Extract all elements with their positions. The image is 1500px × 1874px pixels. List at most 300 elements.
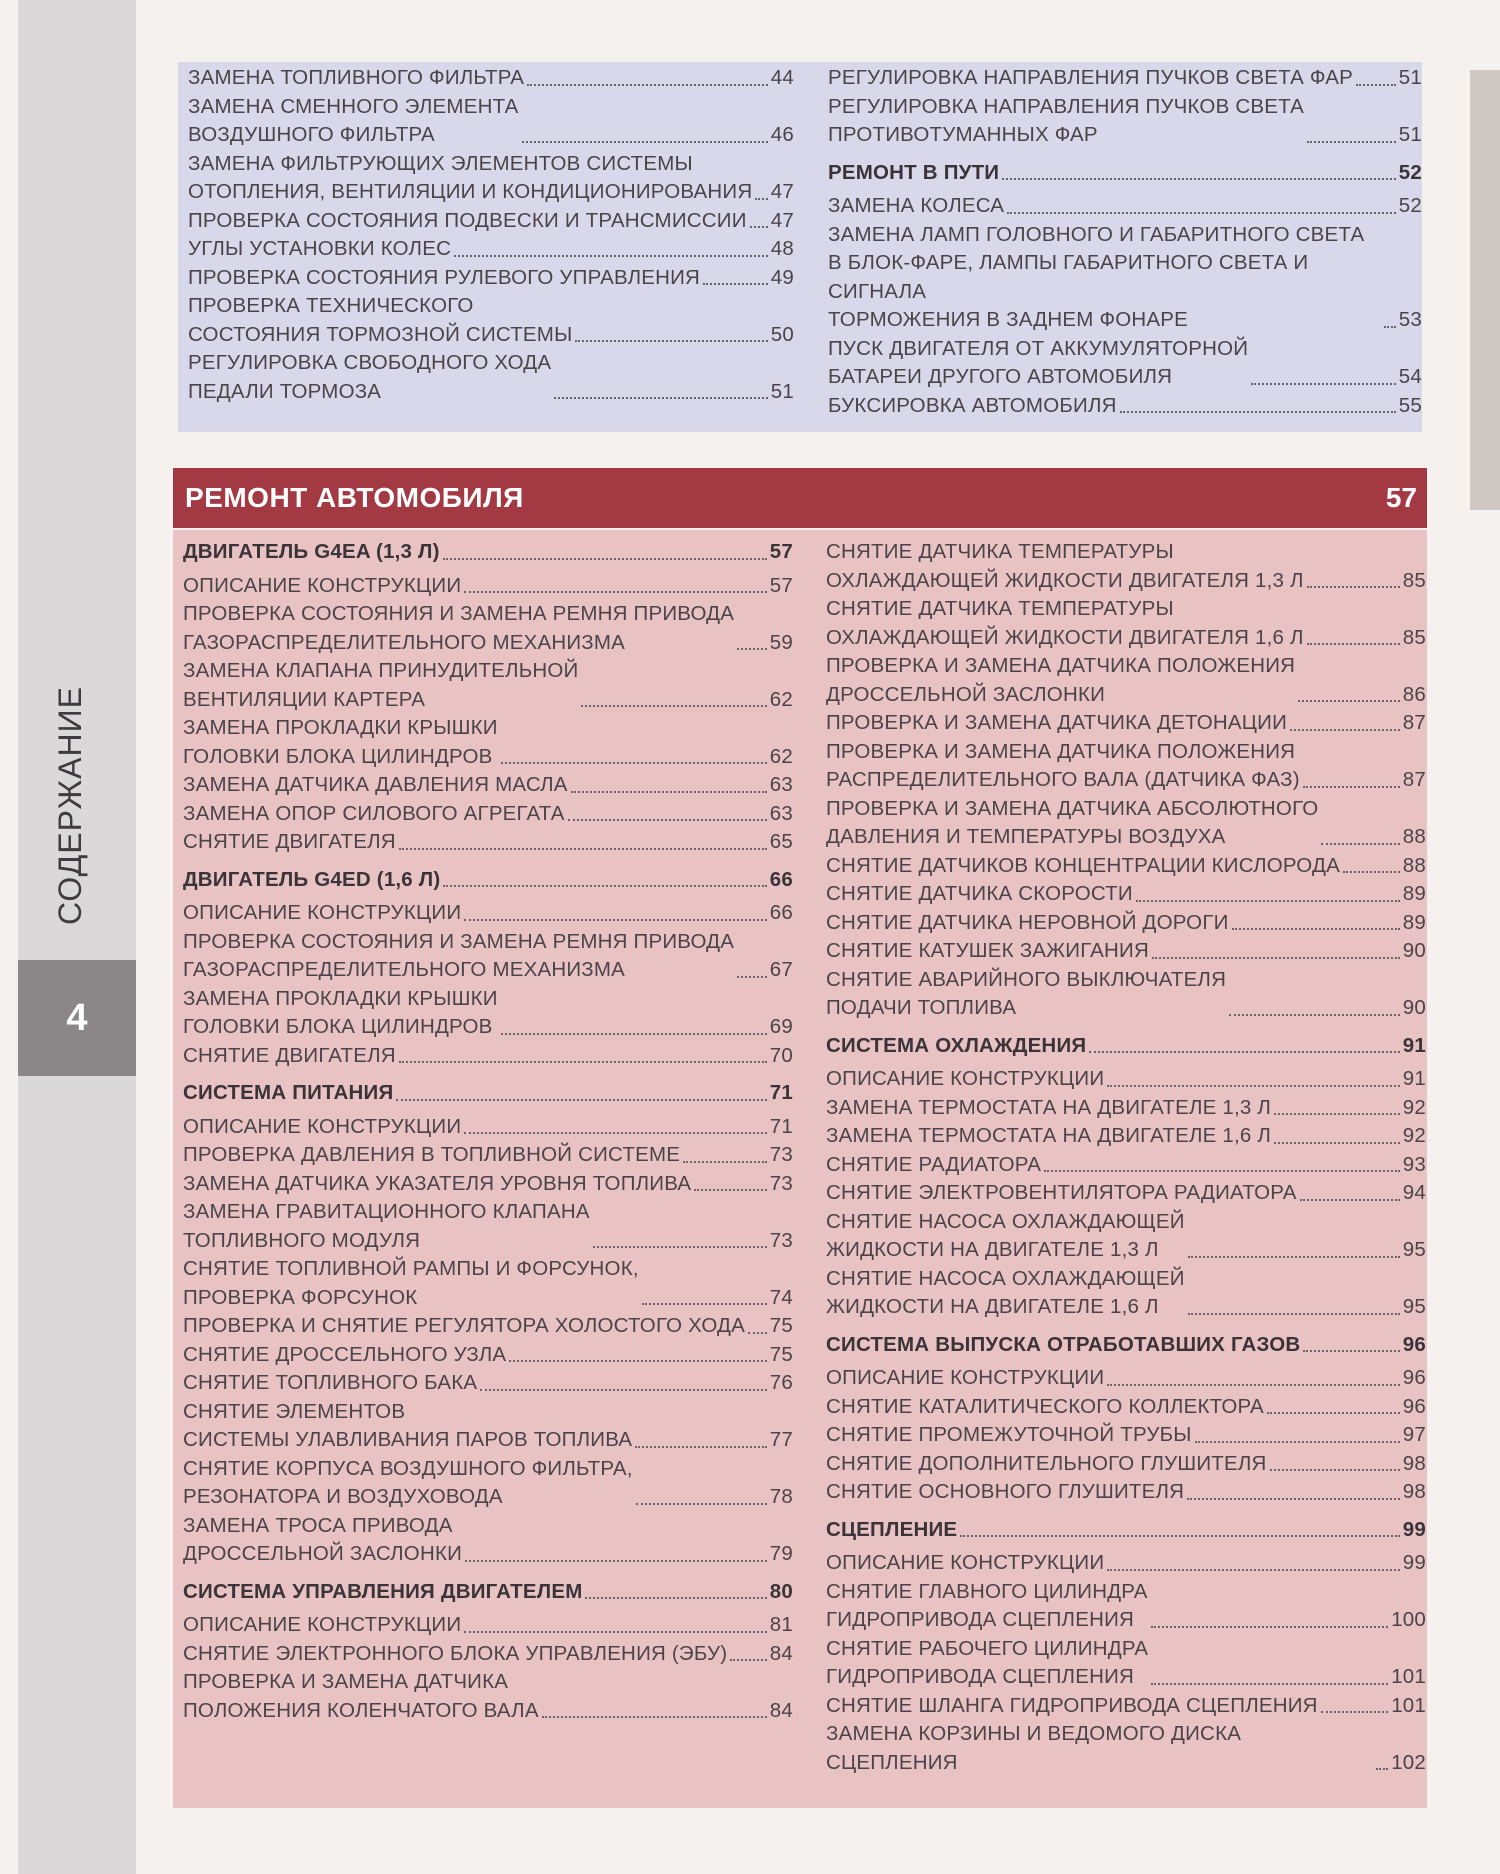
toc-entry[interactable]	[183, 1640, 793, 1669]
toc-entry-title: ОПИСАНИЕ КОНСТРУКЦИИ	[183, 901, 462, 924]
toc-entry[interactable]	[826, 1179, 1426, 1208]
toc-entry-page: 96	[1402, 1394, 1426, 1418]
toc-entry-page: 80	[769, 1579, 793, 1603]
toc-entry[interactable]	[188, 150, 794, 207]
dot-leader	[1151, 1683, 1388, 1685]
toc-entry-title: ПРОВЕРКА СОСТОЯНИЯ И ЗАМЕНА РЕМНЯ ПРИВОДА ГАЗОРАСПРЕДЕЛИТЕЛЬНОГО МЕХАНИЗМА	[183, 929, 735, 981]
dot-leader	[1107, 1085, 1400, 1087]
toc-entry-title: СИСТЕМА УПРАВЛЕНИЯ ДВИГАТЕЛЕМ	[183, 1579, 583, 1603]
toc-entry-page: 62	[769, 687, 793, 711]
toc-entry[interactable]	[826, 738, 1426, 795]
toc-column-top-left	[188, 64, 794, 406]
toc-entry-title: СНЯТИЕ КАТАЛИТИЧЕСКОГО КОЛЛЕКТОРА	[826, 1394, 1264, 1418]
toc-entry-title: ЗАМЕНА КЛАПАНА ПРИНУДИТЕЛЬНОЙ ВЕНТИЛЯЦИИ КАРТЕРА	[183, 659, 579, 711]
toc-entry-page: 89	[1402, 910, 1426, 934]
dot-leader	[1307, 643, 1400, 645]
toc-entry-page: 51	[770, 379, 794, 403]
toc-entry-title: ПРОВЕРКА ТЕХНИЧЕСКОГО СОСТОЯНИЯ ТОРМОЗНОЙ СИСТЕМЫ	[188, 294, 573, 346]
toc-entry-page: 49	[770, 265, 794, 289]
toc-entry-page: 47	[770, 180, 794, 203]
toc-entry-title: СНЯТИЕ ГЛАВНОГО ЦИЛИНДРА ГИДРОПРИВОДА СЦЕПЛЕНИЯ	[826, 1579, 1148, 1631]
toc-section-heading[interactable]	[183, 866, 793, 895]
toc-entry[interactable]	[188, 207, 794, 236]
dot-leader	[522, 141, 768, 143]
dot-leader	[1120, 411, 1396, 413]
toc-entry-title: СНЯТИЕ ДВИГАТЕЛЯ	[183, 1043, 396, 1067]
toc-entry-page: 46	[770, 123, 794, 146]
toc-entry[interactable]	[183, 1113, 793, 1142]
toc-entry-title: ПРОВЕРКА И ЗАМЕНА ДАТЧИКА ДЕТОНАЦИИ	[826, 711, 1288, 734]
toc-entry-title: ЗАМЕНА ТОПЛИВНОГО ФИЛЬТРА	[188, 66, 525, 89]
dot-leader	[399, 1061, 767, 1063]
toc-entry-title: СИСТЕМА ПИТАНИЯ	[183, 1081, 394, 1104]
toc-entry-title: СИСТЕМА ВЫПУСКА ОТРАБОТАВШИХ ГАЗОВ	[826, 1332, 1301, 1356]
toc-entry-title: ПРОВЕРКА И СНЯТИЕ РЕГУЛЯТОРА ХОЛОСТОГО ХОДА	[183, 1314, 745, 1337]
toc-entry-page: 54	[1398, 365, 1422, 388]
toc-entry[interactable]	[183, 1512, 793, 1569]
toc-section-heading[interactable]	[183, 538, 793, 567]
toc-entry-page: 85	[1402, 568, 1426, 592]
toc-entry-page: 62	[769, 744, 793, 768]
dot-leader	[748, 1332, 767, 1334]
toc-entry-page: 95	[1402, 1238, 1426, 1261]
toc-entry[interactable]	[183, 899, 793, 928]
dot-leader	[1303, 786, 1400, 788]
toc-entry-page: 51	[1398, 66, 1422, 89]
toc-entry-page: 102	[1391, 1750, 1426, 1774]
toc-section-heading[interactable]	[826, 1032, 1426, 1061]
toc-entry[interactable]	[183, 1455, 793, 1512]
toc-entry-page: 47	[770, 208, 794, 232]
toc-entry-title: БУКСИРОВКА АВТОМОБИЛЯ	[828, 393, 1117, 417]
dot-leader	[960, 1535, 1400, 1537]
toc-entry-title: ЗАМЕНА ТРОСА ПРИВОДА ДРОССЕЛЬНОЙ ЗАСЛОНКИ	[183, 1513, 463, 1565]
toc-entry[interactable]	[826, 1635, 1426, 1692]
toc-entry[interactable]	[826, 937, 1426, 966]
toc-entry-title: ОПИСАНИЕ КОНСТРУКЦИИ	[183, 573, 462, 597]
toc-entry-title: СНЯТИЕ ДВИГАТЕЛЯ	[183, 830, 396, 853]
toc-entry-title: СНЯТИЕ ТОПЛИВНОГО БАКА	[183, 1371, 478, 1394]
toc-entry-title: ЗАМЕНА КОЛЕСА	[828, 194, 1005, 217]
toc-entry-page: 95	[1402, 1295, 1426, 1318]
toc-entry-title: ЗАМЕНА ТЕРМОСТАТА НА ДВИГАТЕЛЕ 1,3 Л	[826, 1095, 1272, 1119]
dot-leader	[1107, 1384, 1400, 1386]
dot-leader	[1089, 1051, 1399, 1053]
dot-leader	[1136, 900, 1400, 902]
toc-entry[interactable]	[183, 1611, 793, 1640]
toc-entry-title: ЗАМЕНА ОПОР СИЛОВОГО АГРЕГАТА	[183, 801, 565, 825]
toc-entry-title: СНЯТИЕ ЭЛЕМЕНТОВ СИСТЕМЫ УЛАВЛИВАНИЯ ПАРОВ ТОПЛИВА	[183, 1399, 633, 1451]
toc-entry[interactable]	[826, 1122, 1426, 1151]
toc-entry-title: РЕМОНТ В ПУТИ	[828, 160, 1000, 184]
dot-leader	[636, 1503, 767, 1505]
dot-leader	[750, 226, 768, 228]
toc-entry-title: СНЯТИЕ ДОПОЛНИТЕЛЬНОГО ГЛУШИТЕЛЯ	[826, 1451, 1267, 1475]
toc-entry-page: 88	[1402, 825, 1426, 848]
dot-leader	[542, 1716, 767, 1718]
toc-entry-title: ЗАМЕНА ПРОКЛАДКИ КРЫШКИ ГОЛОВКИ БЛОКА ЦИЛИНДРОВ	[183, 716, 498, 768]
toc-entry-page: 91	[1402, 1033, 1426, 1057]
dot-leader	[1152, 957, 1400, 959]
toc-entry-page: 53	[1398, 308, 1422, 331]
toc-entry-page: 44	[770, 66, 794, 89]
toc-entry-page: 78	[769, 1485, 793, 1508]
toc-entry[interactable]	[188, 292, 794, 349]
dot-leader	[443, 558, 767, 560]
toc-column-bottom-right	[826, 538, 1426, 1777]
toc-entry[interactable]	[828, 392, 1422, 421]
toc-entry-page: 63	[769, 801, 793, 825]
toc-column-top-right	[828, 64, 1422, 420]
toc-entry[interactable]	[826, 852, 1426, 881]
toc-entry-title: СНЯТИЕ КАТУШЕК ЗАЖИГАНИЯ	[826, 939, 1149, 962]
dot-leader	[1321, 1711, 1389, 1713]
toc-section-heading[interactable]	[183, 1578, 793, 1607]
dot-leader	[1267, 1412, 1400, 1414]
toc-entry[interactable]	[188, 264, 794, 293]
toc-entry[interactable]	[183, 657, 793, 714]
toc-entry[interactable]	[826, 1208, 1426, 1265]
dot-leader	[501, 1033, 767, 1035]
toc-entry-title: ПРОВЕРКА И ЗАМЕНА ДАТЧИКА АБСОЛЮТНОГО ДАВЛЕНИЯ И ТЕМПЕРАТУРЫ ВОЗДУХА	[826, 796, 1319, 848]
dot-leader	[464, 1631, 767, 1633]
toc-entry-title: РЕГУЛИРОВКА НАПРАВЛЕНИЯ ПУЧКОВ СВЕТА ФАР	[828, 66, 1353, 89]
toc-entry[interactable]	[826, 538, 1426, 595]
toc-entry-page: 91	[1402, 1067, 1426, 1090]
toc-entry[interactable]	[183, 1198, 793, 1255]
toc-entry-title: ОПИСАНИЕ КОНСТРУКЦИИ	[826, 1067, 1105, 1090]
toc-entry-title: ПРОВЕРКА И ЗАМЕНА ДАТЧИКА ПОЛОЖЕНИЯ КОЛЕНЧАТОГО ВАЛА	[183, 1670, 539, 1722]
toc-entry-title: СНЯТИЕ ТОПЛИВНОЙ РАМПЫ И ФОРСУНОК, ПРОВЕРКА ФОРСУНОК	[183, 1257, 639, 1309]
toc-entry[interactable]	[826, 1265, 1426, 1322]
toc-entry[interactable]	[826, 966, 1426, 1023]
section-header[interactable]	[173, 468, 1427, 528]
toc-entry[interactable]	[826, 909, 1426, 938]
dot-leader	[1188, 1256, 1400, 1258]
toc-entry-page: 52	[1398, 160, 1422, 184]
toc-entry-page: 75	[769, 1314, 793, 1337]
toc-entry[interactable]	[826, 1578, 1426, 1635]
toc-section-heading[interactable]	[826, 1331, 1426, 1360]
toc-entry[interactable]	[828, 64, 1422, 93]
dot-leader	[737, 976, 767, 978]
toc-entry-title: ЗАМЕНА ДАТЧИКА УКАЗАТЕЛЯ УРОВНЯ ТОПЛИВА	[183, 1171, 692, 1195]
toc-section-heading[interactable]	[183, 1079, 793, 1108]
toc-section-heading[interactable]	[826, 1516, 1426, 1545]
toc-entry[interactable]	[826, 1094, 1426, 1123]
toc-entry-title: СНЯТИЕ ДАТЧИКА НЕРОВНОЙ ДОРОГИ	[826, 910, 1229, 934]
dot-leader	[1270, 1469, 1400, 1471]
toc-entry-page: 50	[770, 322, 794, 346]
dot-leader	[399, 848, 767, 850]
dot-leader	[1195, 1441, 1400, 1443]
toc-entry[interactable]	[183, 771, 793, 800]
toc-entry[interactable]	[183, 714, 793, 771]
dot-leader	[464, 591, 767, 593]
toc-entry-title: СНЯТИЕ ЭЛЕКТРОВЕНТИЛЯТОРА РАДИАТОРА	[826, 1181, 1297, 1204]
toc-entry-title: СНЯТИЕ РАБОЧЕГО ЦИЛИНДРА ГИДРОПРИВОДА СЦЕПЛЕНИЯ	[826, 1636, 1149, 1688]
toc-entry-title: СНЯТИЕ АВАРИЙНОГО ВЫКЛЮЧАТЕЛЯ ПОДАЧИ ТОПЛИВА	[826, 967, 1227, 1019]
toc-entry[interactable]	[188, 349, 794, 406]
dot-leader	[703, 283, 768, 285]
toc-entry-page: 57	[769, 540, 793, 563]
toc-entry-page: 84	[769, 1641, 793, 1665]
dot-leader	[642, 1303, 767, 1305]
toc-entry-title: СНЯТИЕ ОСНОВНОГО ГЛУШИТЕЛЯ	[826, 1480, 1185, 1503]
toc-entry-title: ЗАМЕНА ПРОКЛАДКИ КРЫШКИ ГОЛОВКИ БЛОКА ЦИЛИНДРОВ	[183, 986, 498, 1038]
toc-entry[interactable]	[183, 1369, 793, 1398]
toc-entry-page: 90	[1402, 939, 1426, 962]
dot-leader	[464, 1132, 767, 1134]
dot-leader	[1376, 1768, 1388, 1770]
toc-entry-page: 74	[769, 1285, 793, 1309]
sidebar-title-text: СОДЕРЖАНИЕ	[51, 685, 88, 925]
toc-entry[interactable]	[826, 1450, 1426, 1479]
dot-leader	[1356, 84, 1396, 86]
toc-entry-page: 52	[1398, 194, 1422, 217]
toc-entry-title: СНЯТИЕ ДАТЧИКОВ КОНЦЕНТРАЦИИ КИСЛОРОДА	[826, 853, 1340, 877]
toc-entry-title: ЗАМЕНА ФИЛЬТРУЮЩИХ ЭЛЕМЕНТОВ СИСТЕМЫ ОТОПЛЕНИЯ, ВЕНТИЛЯЦИИ И КОНДИЦИОНИРОВАНИЯ	[188, 151, 753, 203]
toc-entry-title: ПРОВЕРКА И ЗАМЕНА ДАТЧИКА ПОЛОЖЕНИЯ РАСПРЕДЕЛИТЕЛЬНОГО ВАЛА (ДАТЧИКА ФАЗ)	[826, 739, 1300, 791]
toc-entry[interactable]	[826, 1478, 1426, 1507]
toc-entry-page: 98	[1402, 1451, 1426, 1475]
dot-leader	[683, 1161, 767, 1163]
toc-entry-page: 66	[769, 867, 793, 891]
dot-leader	[635, 1446, 767, 1448]
toc-entry[interactable]	[183, 600, 793, 657]
toc-entry[interactable]	[826, 1151, 1426, 1180]
dot-leader	[755, 198, 767, 200]
toc-entry-title: ДВИГАТЕЛЬ G4ED (1,6 Л)	[183, 867, 441, 891]
toc-entry[interactable]	[183, 1398, 793, 1455]
toc-entry-title: ЗАМЕНА ЛАМП ГОЛОВНОГО И ГАБАРИТНОГО СВЕТА В БЛОК-ФАРЕ, ЛАМПЫ ГАБАРИТНОГО СВЕТА И СИГНАЛА ТОРМОЖЕНИЯ В ЗАДНЕМ ФОНАРЕ	[828, 222, 1365, 331]
toc-entry[interactable]	[183, 1042, 793, 1071]
toc-entry-title: УГЛЫ УСТАНОВКИ КОЛЕС	[188, 237, 452, 260]
toc-entry[interactable]	[188, 235, 794, 264]
dot-leader	[1107, 1569, 1400, 1571]
toc-entry-page: 97	[1402, 1423, 1426, 1446]
toc-entry[interactable]	[183, 928, 793, 985]
dot-leader	[509, 1360, 767, 1362]
dot-leader	[1307, 141, 1396, 143]
toc-entry[interactable]	[826, 709, 1426, 738]
dot-leader	[571, 791, 767, 793]
sidebar-title	[20, 640, 120, 970]
toc-entry-page: 99	[1402, 1517, 1426, 1541]
next-page-edge	[1470, 70, 1500, 510]
toc-entry-page: 87	[1402, 768, 1426, 791]
toc-entry-title: СНЯТИЕ ДАТЧИКА ТЕМПЕРАТУРЫ ОХЛАЖДАЮЩЕЙ ЖИДКОСТИ ДВИГАТЕЛЯ 1,3 Л	[826, 540, 1304, 592]
toc-entry[interactable]	[826, 1692, 1426, 1721]
dot-leader	[1274, 1113, 1400, 1115]
toc-entry-page: 101	[1391, 1693, 1426, 1717]
toc-entry-title: ДВИГАТЕЛЬ G4EA (1,3 Л)	[183, 540, 440, 563]
toc-entry-page: 73	[769, 1228, 793, 1252]
toc-entry[interactable]	[826, 1421, 1426, 1450]
toc-entry-title: СНЯТИЕ РАДИАТОРА	[826, 1152, 1042, 1176]
toc-entry-page: 67	[769, 958, 793, 981]
dot-leader	[593, 1246, 767, 1248]
toc-entry-title: ЗАМЕНА ГРАВИТАЦИОННОГО КЛАПАНА ТОПЛИВНОГО МОДУЛЯ	[183, 1200, 590, 1252]
dot-leader	[1151, 1626, 1389, 1628]
toc-entry[interactable]	[826, 880, 1426, 909]
toc-entry[interactable]	[828, 93, 1422, 150]
dot-leader	[568, 819, 767, 821]
dot-leader	[1290, 729, 1400, 731]
toc-entry[interactable]	[183, 1341, 793, 1370]
toc-entry-title: РЕГУЛИРОВКА НАПРАВЛЕНИЯ ПУЧКОВ СВЕТА ПРОТИВОТУМАННЫХ ФАР	[828, 94, 1305, 146]
toc-entry[interactable]	[188, 93, 794, 150]
toc-entry-title: ПРОВЕРКА ДАВЛЕНИЯ В ТОПЛИВНОЙ СИСТЕМЕ	[183, 1143, 681, 1166]
dot-leader	[554, 397, 768, 399]
toc-entry-page: 77	[769, 1428, 793, 1451]
toc-entry-page: 89	[1402, 882, 1426, 905]
toc-entry-title: РЕГУЛИРОВКА СВОБОДНОГО ХОДА ПЕДАЛИ ТОРМОЗА	[188, 351, 552, 403]
toc-entry[interactable]	[183, 1170, 793, 1199]
toc-entry-title: ПРОВЕРКА СОСТОЯНИЯ ПОДВЕСКИ И ТРАНСМИССИИ	[188, 208, 747, 232]
dot-leader	[501, 762, 767, 764]
dot-leader	[1384, 326, 1396, 328]
toc-entry-page: 98	[1402, 1480, 1426, 1503]
toc-entry[interactable]	[826, 1065, 1426, 1094]
toc-entry-title: СНЯТИЕ ШЛАНГА ГИДРОПРИВОДА СЦЕПЛЕНИЯ	[826, 1693, 1318, 1717]
toc-entry-page: 59	[769, 630, 793, 654]
toc-entry-page: 76	[769, 1371, 793, 1394]
toc-entry-page: 99	[1402, 1551, 1426, 1574]
page-number: 4	[18, 960, 136, 1076]
toc-entry-page: 96	[1402, 1366, 1426, 1389]
toc-entry-page: 55	[1398, 393, 1422, 417]
toc-entry-page: 101	[1391, 1665, 1426, 1688]
dot-leader	[575, 340, 767, 342]
toc-entry-title: СНЯТИЕ КОРПУСА ВОЗДУШНОГО ФИЛЬТРА, РЕЗОНАТОРА И ВОЗДУХОВОДА	[183, 1456, 633, 1508]
dot-leader	[1300, 1199, 1400, 1201]
toc-entry[interactable]	[828, 192, 1422, 221]
dot-leader	[454, 255, 768, 257]
toc-entry-page: 71	[769, 1114, 793, 1138]
toc-entry-page: 94	[1402, 1181, 1426, 1204]
toc-entry-page: 92	[1402, 1124, 1426, 1147]
toc-entry-title: СНЯТИЕ НАСОСА ОХЛАЖДАЮЩЕЙ ЖИДКОСТИ НА ДВИГАТЕЛЕ 1,6 Л	[826, 1266, 1185, 1318]
toc-entry-page: 92	[1402, 1095, 1426, 1119]
toc-entry-page: 85	[1402, 625, 1426, 649]
toc-entry-page: 73	[769, 1171, 793, 1195]
toc-entry[interactable]	[183, 1255, 793, 1312]
toc-entry-title: ПРОВЕРКА СОСТОЯНИЯ РУЛЕВОГО УПРАВЛЕНИЯ	[188, 265, 701, 289]
toc-entry[interactable]	[183, 1141, 793, 1170]
dot-leader	[1307, 586, 1400, 588]
toc-entry[interactable]	[826, 1549, 1426, 1578]
toc-entry-page: 87	[1402, 711, 1426, 734]
toc-section-heading[interactable]	[828, 159, 1422, 188]
toc-entry-page: 90	[1402, 996, 1426, 1019]
toc-entry[interactable]	[183, 828, 793, 857]
dot-leader	[443, 885, 766, 887]
toc-entry-page: 86	[1402, 682, 1426, 706]
toc-entry-page: 100	[1391, 1608, 1426, 1631]
toc-entry[interactable]	[826, 595, 1426, 652]
toc-entry-title: ЗАМЕНА КОРЗИНЫ И ВЕДОМОГО ДИСКА СЦЕПЛЕНИЯ	[826, 1722, 1242, 1774]
toc-entry-title: СНЯТИЕ ДРОССЕЛЬНОГО УЗЛА	[183, 1342, 507, 1366]
toc-entry[interactable]	[828, 335, 1422, 392]
toc-entry-page: 75	[769, 1342, 793, 1366]
toc-entry-page: 66	[769, 901, 793, 924]
toc-entry-page: 71	[769, 1081, 793, 1104]
toc-entry[interactable]	[826, 1364, 1426, 1393]
toc-entry[interactable]	[188, 64, 794, 93]
toc-entry-title: ЗАМЕНА ТЕРМОСТАТА НА ДВИГАТЕЛЕ 1,6 Л	[826, 1124, 1272, 1147]
dot-leader	[1229, 1014, 1400, 1016]
dot-leader	[1251, 383, 1396, 385]
toc-entry-title: ПРОВЕРКА СОСТОЯНИЯ И ЗАМЕНА РЕМНЯ ПРИВОДА ГАЗОРАСПРЕДЕЛИТЕЛЬНОГО МЕХАНИЗМА	[183, 602, 735, 654]
toc-entry-title: СНЯТИЕ НАСОСА ОХЛАЖДАЮЩЕЙ ЖИДКОСТИ НА ДВИГАТЕЛЕ 1,3 Л	[826, 1209, 1185, 1261]
toc-entry-title: ОПИСАНИЕ КОНСТРУКЦИИ	[183, 1613, 462, 1636]
toc-entry-title: ПРОВЕРКА И ЗАМЕНА ДАТЧИКА ПОЛОЖЕНИЯ ДРОССЕЛЬНОЙ ЗАСЛОНКИ	[826, 654, 1296, 706]
toc-entry-title: СНЯТИЕ ДАТЧИКА ТЕМПЕРАТУРЫ ОХЛАЖДАЮЩЕЙ ЖИДКОСТИ ДВИГАТЕЛЯ 1,6 Л	[826, 597, 1304, 649]
toc-entry-title: ЗАМЕНА СМЕННОГО ЭЛЕМЕНТА ВОЗДУШНОГО ФИЛЬТРА	[188, 94, 519, 146]
dot-leader	[1232, 928, 1400, 930]
toc-entry-title: ОПИСАНИЕ КОНСТРУКЦИИ	[826, 1366, 1105, 1389]
dot-leader	[1274, 1142, 1400, 1144]
dot-leader	[480, 1389, 767, 1391]
dot-leader	[527, 84, 768, 86]
toc-entry[interactable]	[826, 1393, 1426, 1422]
section-title: РЕМОНТ АВТОМОБИЛЯ	[185, 482, 524, 513]
toc-entry-page: 79	[769, 1542, 793, 1565]
dot-leader	[1044, 1170, 1400, 1172]
dot-leader	[1343, 871, 1400, 873]
toc-entry-page: 84	[769, 1698, 793, 1722]
toc-entry[interactable]	[183, 985, 793, 1042]
toc-entry-page: 81	[769, 1613, 793, 1636]
toc-entry[interactable]	[826, 1720, 1426, 1777]
toc-entry-page: 57	[769, 573, 793, 597]
toc-entry-page: 70	[769, 1043, 793, 1067]
toc-entry-page: 96	[1402, 1332, 1426, 1356]
toc-entry-title: СНЯТИЕ ПРОМЕЖУТОЧНОЙ ТРУБЫ	[826, 1423, 1192, 1446]
toc-entry-title: СНЯТИЕ ЭЛЕКТРОННОГО БЛОКА УПРАВЛЕНИЯ (ЭБУ)	[183, 1641, 728, 1665]
dot-leader	[465, 1560, 767, 1562]
toc-entry-title: СЦЕПЛЕНИЕ	[826, 1517, 958, 1541]
toc-entry[interactable]	[828, 221, 1422, 335]
dot-leader	[581, 705, 766, 707]
toc-entry-title: ЗАМЕНА ДАТЧИКА ДАВЛЕНИЯ МАСЛА	[183, 773, 568, 796]
dot-leader	[1298, 700, 1400, 702]
toc-entry-title: ОПИСАНИЕ КОНСТРУКЦИИ	[826, 1551, 1105, 1574]
toc-column-bottom-left	[183, 538, 793, 1725]
toc-entry-page: 88	[1402, 853, 1426, 877]
toc-entry-page: 73	[769, 1143, 793, 1166]
toc-entry[interactable]	[826, 795, 1426, 852]
dot-leader	[1002, 178, 1396, 180]
toc-entry[interactable]	[183, 800, 793, 829]
toc-entry-page: 93	[1402, 1152, 1426, 1176]
dot-leader	[1007, 212, 1396, 214]
toc-entry-page: 69	[769, 1015, 793, 1038]
toc-entry-page: 51	[1398, 123, 1422, 146]
toc-entry[interactable]	[183, 1312, 793, 1341]
dot-leader	[396, 1099, 766, 1101]
toc-entry[interactable]	[826, 652, 1426, 709]
toc-entry-page: 48	[770, 237, 794, 260]
dot-leader	[694, 1189, 767, 1191]
dot-leader	[1303, 1350, 1399, 1352]
dot-leader	[585, 1597, 766, 1599]
toc-entry[interactable]	[183, 1668, 793, 1725]
toc-entry[interactable]	[183, 572, 793, 601]
toc-entry-page: 63	[769, 773, 793, 796]
section-page: 57	[1385, 482, 1417, 513]
